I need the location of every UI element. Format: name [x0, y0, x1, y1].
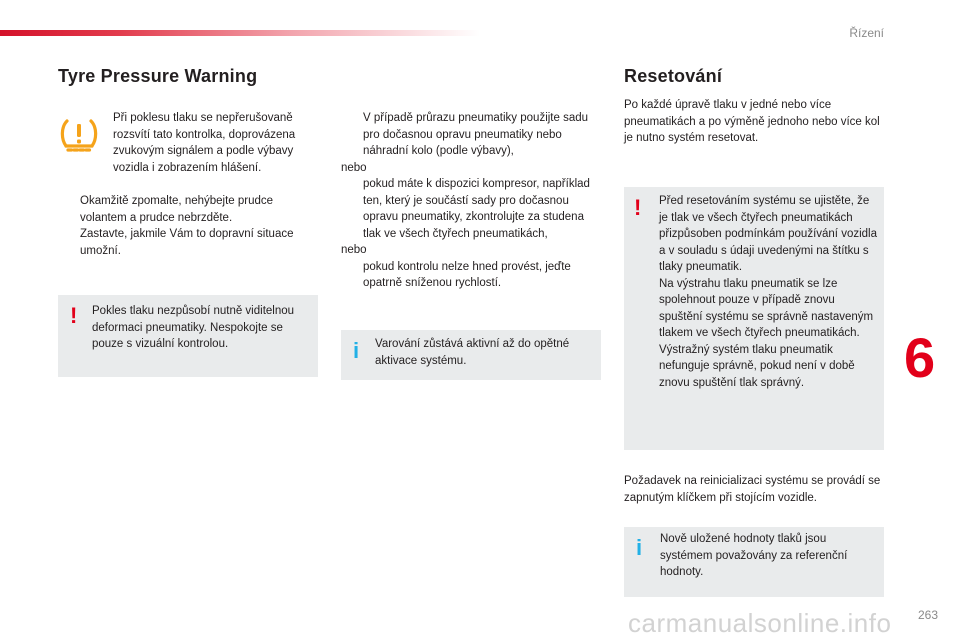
- header-accent-bar: [0, 30, 480, 36]
- reset-warning-paragraph: Na výstrahu tlaku pneumatik se lze spolehnout pouze v případě znovu spuštění systému se správně nastaveným tlakem ve všech čtyřech pneumatikách.: [659, 277, 874, 339]
- warning-note-text: Pokles tlaku nezpůsobí nutně viditelnou deformaci pneumatiky. Nespokojte se pouze s vizuální kontrolou.: [92, 305, 295, 350]
- section-title-reset: Resetování: [624, 66, 723, 86]
- reset-warning-paragraph: Výstražný systém tlaku pneumatik nefunguje správně, pokud není v době znovu spuštění tlak správný.: [659, 343, 855, 389]
- left-instruction-list: [58, 193, 314, 259]
- reset-warning-paragraph: Před resetováním systému se ujistěte, že je tlak ve všech čtyřech pneumatikách přizpůsoben podmínkám používání vozidla a v souladu s údaji uvedenými na štítku s tlaky pneumatik.: [659, 195, 877, 273]
- chapter-title: Řízení: [849, 26, 884, 40]
- watermark: carmanualsonline.info: [628, 608, 892, 638]
- reinit-text: Požadavek na reinicializaci systému se provádí se zapnutým klíčkem při stojícím vozidle.: [624, 475, 881, 504]
- list-item: pokud máte k dispozici kompresor, například ten, který je součástí sady pro dočasnou opravu pneumatiky, zkontrolujte za studena tlak ve všech čtyřech pneumatikách,: [363, 178, 590, 240]
- reset-warning-text: [659, 193, 880, 391]
- list-separator: nebo: [341, 161, 367, 174]
- page-number: 263: [917, 608, 938, 622]
- middle-instruction-list: [341, 110, 603, 292]
- chapter-number: 6: [904, 326, 936, 389]
- list-item: Zastavte, jakmile Vám to dopravní situace umožní.: [80, 228, 294, 257]
- reset-warning-box: [624, 187, 884, 450]
- info-note-box: [341, 330, 601, 380]
- warning-lamp-description: Při poklesu tlaku se nepřerušovaně rozsvítí tato kontrolka, doprovázena zvukovým signálem a podle výbavy vozidla i zobrazením hlášení.: [113, 112, 296, 174]
- info-icon: i: [636, 535, 643, 560]
- tyre-pressure-warning-icon: [58, 115, 100, 157]
- warning-note-box: [58, 295, 318, 377]
- reset-intro-text: Po každé úpravě tlaku v jedné nebo více pneumatikách a po výměně jednoho nebo více kol je nutno systém resetovat.: [624, 99, 880, 144]
- reference-values-text: Nově uložené hodnoty tlaků jsou systémem považovány za referenční hodnoty.: [660, 533, 848, 578]
- info-icon: i: [353, 338, 360, 363]
- list-item: V případě průrazu pneumatiky použijte sadu pro dočasnou opravu pneumatiky nebo náhradní kolo (podle výbavy),: [363, 112, 589, 157]
- section-title-tyre-pressure: Tyre Pressure Warning: [58, 66, 258, 86]
- warning-exclamation-icon: !: [634, 195, 642, 220]
- list-separator: nebo: [341, 244, 367, 256]
- list-item: Okamžitě zpomalte, nehýbejte prudce volantem a prudce nebrzděte.: [80, 195, 274, 224]
- warning-exclamation-icon: !: [70, 303, 78, 328]
- info-note-text: Varování zůstává aktivní až do opětné aktivace systému.: [375, 338, 570, 367]
- list-item: pokud kontrolu nelze hned provést, jeďte opatrně sníženou rychlostí.: [363, 260, 571, 289]
- reference-values-info-box: [624, 527, 884, 597]
